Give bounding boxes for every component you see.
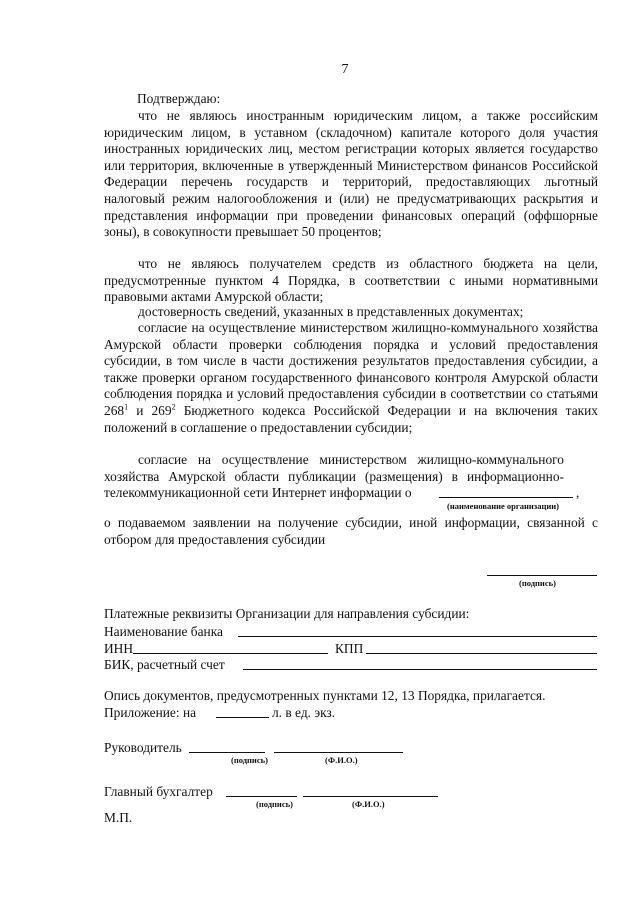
head-fio-caption: (Ф.И.О.) <box>325 755 358 765</box>
bank-details-heading: Платежные реквизиты Организации для направления субсидии: <box>104 606 470 621</box>
inn-label: ИНН <box>104 641 134 656</box>
signature-line <box>487 575 597 576</box>
signature-caption: (подпись) <box>519 578 556 588</box>
comma: , <box>576 485 580 500</box>
bik-account-field <box>243 669 597 670</box>
bank-name-field <box>238 636 597 637</box>
para-budget-recipient: что не являюсь получателем средств из областного бюджета на цели, предусмотренные пунктом 4 Порядка, в соответствии с иными нормативными правовыми актами Амурской области; <box>104 256 598 305</box>
consent-inspection-text-end: Бюджетного кодекса Российской Федерации и на включения таких положений в соглашение о предоставлении субсидии; <box>104 402 599 435</box>
para-consent-publication: согласие на осуществление министерством жилищно-коммунального хозяйства Амурской области публикации (размещения) в информационно-телекоммуникационной сети Интернет информации о <box>104 452 564 501</box>
bik-label: БИК, расчетный счет <box>104 657 225 672</box>
head-label: Руководитель <box>104 740 182 755</box>
accountant-fio-caption: (Ф.И.О.) <box>352 799 385 809</box>
confirm-heading: Подтверждаю: <box>137 91 221 106</box>
inn-field <box>133 653 328 654</box>
attachment-pages-field <box>216 717 269 718</box>
head-fio-line <box>274 752 403 753</box>
para-consent-inspection <box>104 320 598 436</box>
accountant-fio-line <box>303 796 438 797</box>
attachment-prefix: Приложение: на <box>104 705 197 720</box>
kpp-field <box>366 653 597 654</box>
accountant-signature-caption: (подпись) <box>256 799 293 809</box>
and-269-text: и 269 <box>128 402 172 418</box>
org-name-line <box>439 497 573 498</box>
para-accuracy: достоверность сведений, указанных в представленных документах; <box>138 304 524 319</box>
consent-inspection-text: согласие на осуществление министерством жилищно-коммунального хозяйства Амурской области проверки соблюдения порядка и условий предоставления субсидии, в том числе в части достижения результатов предоставления субсидии, а также проверки органом государственного финансового контроля Амурской области соблюдения порядка и условий предоставления субсидии в соответствии со статьями 268 <box>104 320 598 418</box>
page-number: 7 <box>341 62 349 77</box>
head-signature-line <box>189 752 265 753</box>
inventory-statement: Опись документов, предусмотренных пунктами 12, 13 Порядка, прилагается. <box>104 688 546 703</box>
org-name-caption: (наименование организации) <box>447 501 559 511</box>
bank-name-label: Наименование банка <box>104 624 223 639</box>
kpp-label: КПП <box>335 641 364 656</box>
stamp-placeholder: М.П. <box>104 810 133 825</box>
attachment-suffix: л. в ед. экз. <box>272 705 336 720</box>
head-signature-caption: (подпись) <box>231 755 268 765</box>
accountant-label: Главный бухгалтер <box>104 784 213 799</box>
para-foreign-entity: что не являюсь иностранным юридическим лицом, а также российским юридическим лицом, в уставном (складочном) капитале которого доля участия иностранных юридических лиц, местом регистрации которых является государство или территория, включенные в утвержденный Министерством финансов Российской Федерации перечень государств и территорий, предоставляющих льготный налоговый режим налогообложения и (или) не предусматривающих раскрытия и представления информации при проведении финансовых операций (оффшорные зоны), в совокупности превышает 50 процентов; <box>104 108 598 240</box>
accountant-signature-line <box>226 796 297 797</box>
para-application: о подаваемом заявлении на получение субсидии, иной информации, связанной с отбором для предоставления субсидии <box>104 515 598 547</box>
superscript-2: 2 <box>171 402 176 412</box>
superscript-1: 1 <box>124 402 129 412</box>
